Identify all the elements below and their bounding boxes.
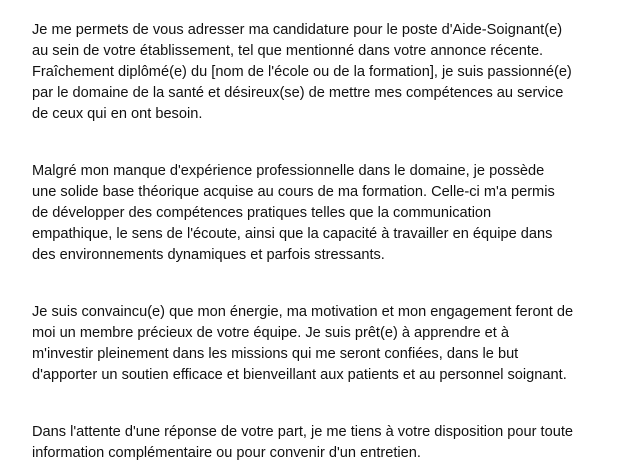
text-line: Malgré mon manque d'expérience professionnelle dans le domaine, je possède bbox=[32, 163, 545, 179]
text-line: m'investir pleinement dans les missions qui me seront confiées, dans le but bbox=[32, 346, 519, 362]
text-line: une solide base théorique acquise au cours de ma formation. Celle-ci m'a permis bbox=[32, 184, 555, 200]
text-line: au sein de votre établissement, tel que mentionné dans votre annonce récente. bbox=[32, 43, 544, 59]
text-line: de développer des compétences pratiques telles que la communication bbox=[32, 205, 492, 221]
text-line: d'apporter un soutien efficace et bienveillant aux patients et au personnel soignant. bbox=[32, 367, 567, 383]
text-line: par le domaine de la santé et désireux(se) de mettre mes compétences au service bbox=[32, 85, 564, 101]
paragraph-closing bbox=[32, 422, 612, 464]
text-line: des environnements dynamiques et parfois stressants. bbox=[32, 247, 385, 263]
text-line: de ceux qui en ont besoin. bbox=[32, 106, 203, 122]
text-line: moi un membre précieux de votre équipe. Je suis prêt(e) à apprendre et à bbox=[32, 325, 509, 341]
paragraph-motivation bbox=[32, 302, 612, 386]
text-line: Je suis convaincu(e) que mon énergie, ma motivation et mon engagement feront de bbox=[32, 304, 574, 320]
text-line: empathique, le sens de l'écoute, ainsi que la capacité à travailler en équipe dans bbox=[32, 226, 553, 242]
text-line: Je me permets de vous adresser ma candidature pour le poste d'Aide-Soignant(e) bbox=[32, 22, 563, 38]
text-line: information complémentaire ou pour convenir d'un entretien. bbox=[32, 445, 421, 461]
text-line: Fraîchement diplômé(e) du [nom de l'école ou de la formation], je suis passionné(e) bbox=[32, 64, 572, 80]
paragraph-training-skills bbox=[32, 161, 612, 266]
paragraph-application-intro bbox=[32, 20, 612, 125]
text-line: Dans l'attente d'une réponse de votre part, je me tiens à votre disposition pour toute bbox=[32, 424, 574, 440]
